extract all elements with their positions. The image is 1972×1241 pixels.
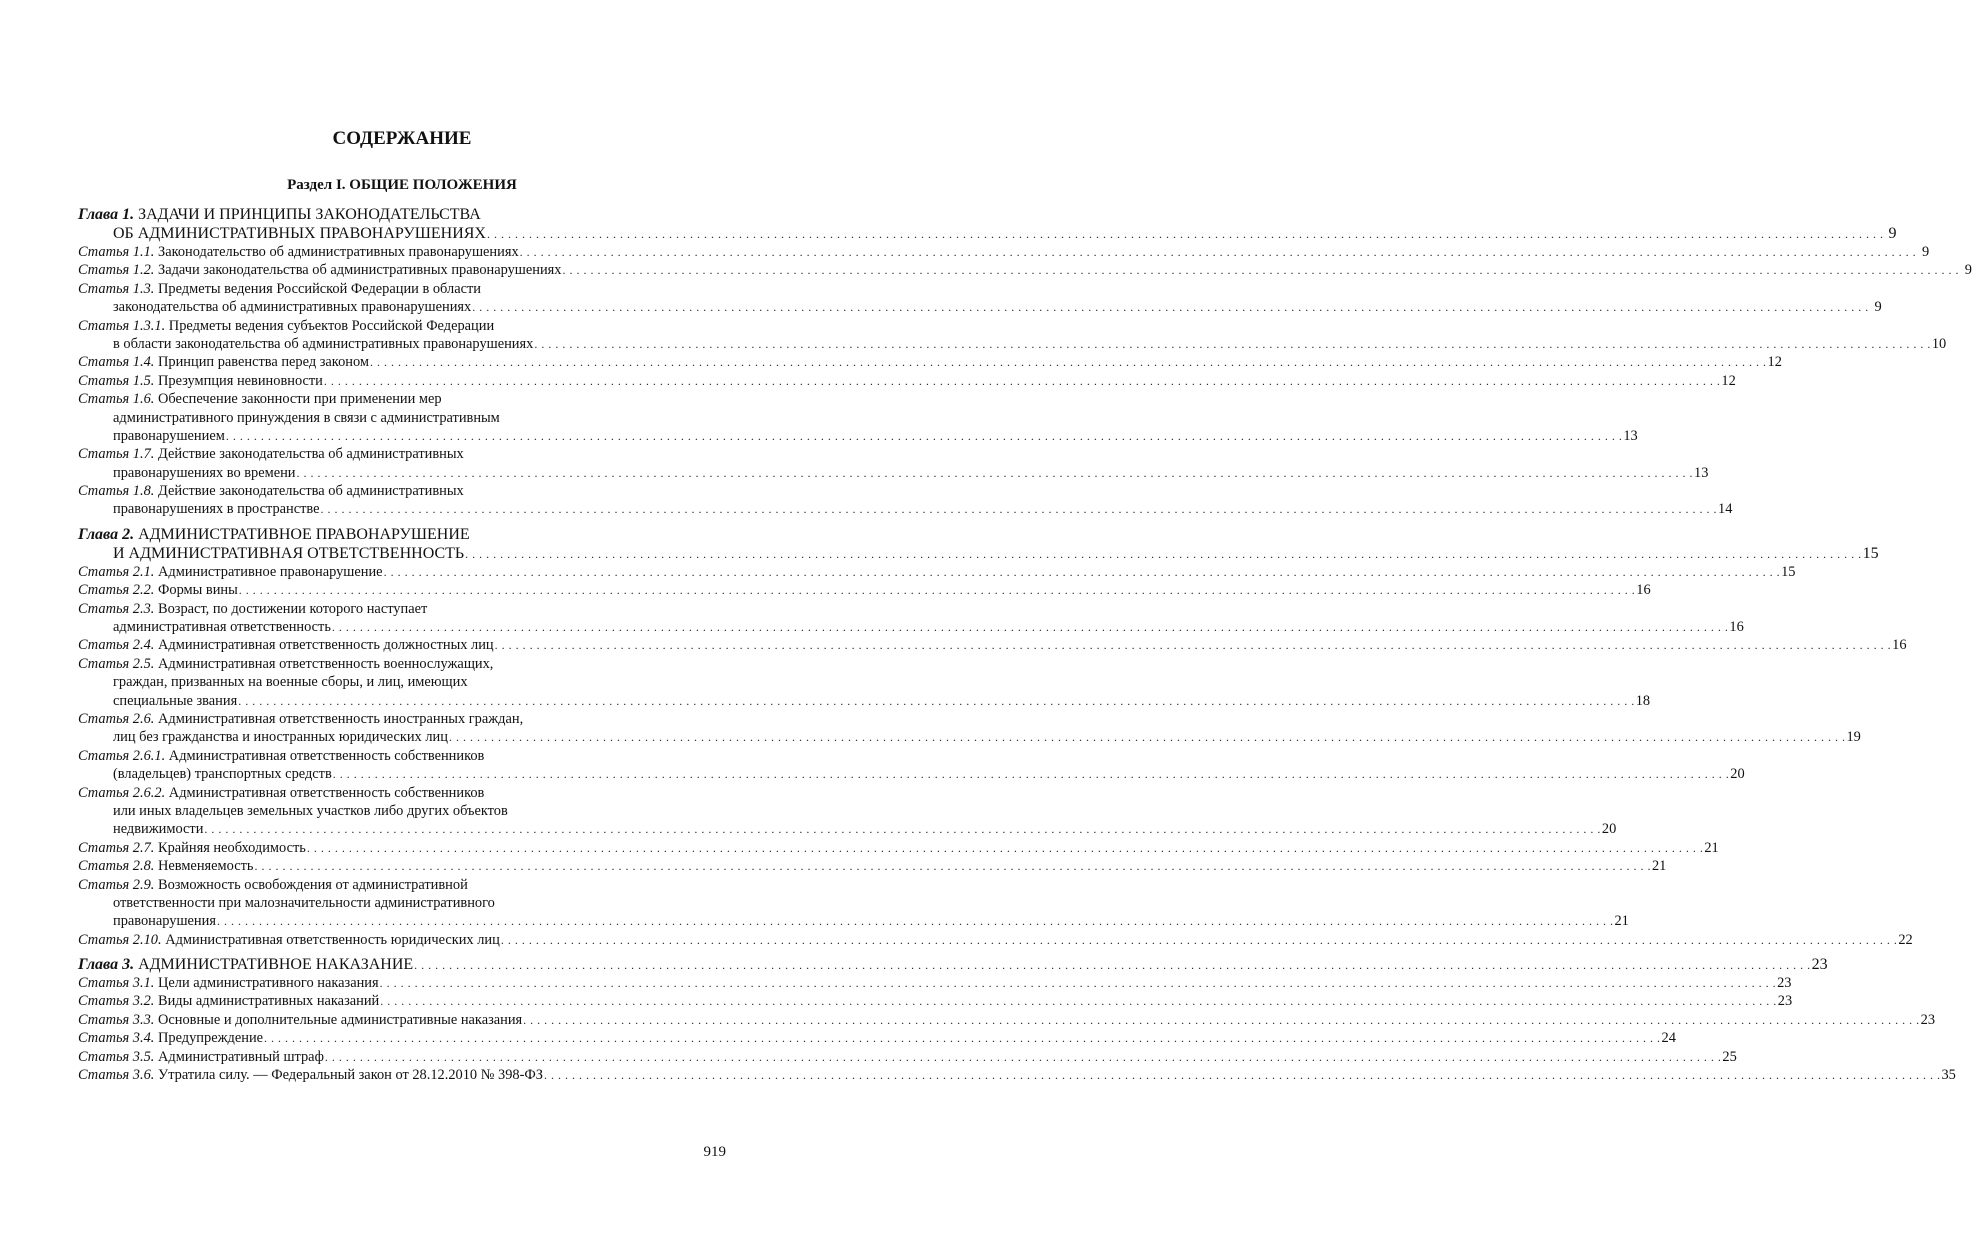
dot-leader: . . . . . . . . . . . . . . . . . . . . . . . . . . . . . . . . . . . . . . . . . . . . . . . . . . . . . . . . . . . . . . . . . . . . . . . . . . . . . . . . . . . . . . . . . . . . . . . . . . . . . . . . . . . . . . . . . . . . . . . . . . . . . . . . . . . . . . . . . . . . . . . . . . . . . . . . . . . . . . . . . . . . . . . . . . . . . . . . . . . . . . . . . . . . . . . . . . . . . . . .: [543, 1068, 1941, 1083]
toc-entry-title: Утратила силу. — Федеральный закон от 28.12.2010 № 398-ФЗ: [158, 1067, 543, 1084]
toc-entry-text: [78, 281, 481, 297]
toc-entry-text: [78, 839, 306, 857]
toc-entry-text: [78, 785, 484, 801]
dot-leader: . . . . . . . . . . . . . . . . . . . . . . . . . . . . . . . . . . . . . . . . . . . . . . . . . . . . . . . . . . . . . . . . . . . . . . . . . . . . . . . . . . . . . . . . . . . . . . . . . . . . . . . . . . . . . . . . . . . . . . . . . . . . . . . . . . . . . . . . . . . . . . . . . . . . . . . . . . . . . . . . . . . . . . . . . . . . . . . . . . . . . . . . . . . . . . . . . . . . . . . .: [448, 730, 1846, 745]
toc-entry-label: Статья 1.8.: [78, 483, 155, 500]
toc-entry-line: [78, 894, 726, 912]
toc-entry-title: административного принуждения в связи с административным: [113, 409, 500, 426]
toc-entry-line: [78, 931, 1913, 949]
toc-entry-label: Статья 2.8.: [78, 858, 155, 875]
toc-entry-line: [78, 618, 1744, 636]
toc-entry-line: [78, 335, 1947, 353]
dot-leader: . . . . . . . . . . . . . . . . . . . . . . . . . . . . . . . . . . . . . . . . . . . . . . . . . . . . . . . . . . . . . . . . . . . . . . . . . . . . . . . . . . . . . . . . . . . . . . . . . . . . . . . . . . . . . . . . . . . . . . . . . . . . . . . . . . . . . . . . . . . . . . . . . . . . . . . . . . . . . . . . . . . . . . . . . . . . . . . . . . . . . . . . . . . . . . . . . . . . . . . .: [383, 564, 1781, 579]
dot-leader: . . . . . . . . . . . . . . . . . . . . . . . . . . . . . . . . . . . . . . . . . . . . . . . . . . . . . . . . . . . . . . . . . . . . . . . . . . . . . . . . . . . . . . . . . . . . . . . . . . . . . . . . . . . . . . . . . . . . . . . . . . . . . . . . . . . . . . . . . . . . . . . . . . . . . . . . . . . . . . . . . . . . . . . . . . . . . . . . . . . . . . . . . . . . . . . . . . . . . . . .: [254, 859, 1651, 874]
toc-entry-text: [78, 581, 238, 599]
dot-leader: . . . . . . . . . . . . . . . . . . . . . . . . . . . . . . . . . . . . . . . . . . . . . . . . . . . . . . . . . . . . . . . . . . . . . . . . . . . . . . . . . . . . . . . . . . . . . . . . . . . . . . . . . . . . . . . . . . . . . . . . . . . . . . . . . . . . . . . . . . . . . . . . . . . . . . . . . . . . . . . . . . . . . . . . . . . . . . . . . . . . . . . . . . . . . . . . . . . . . . . .: [324, 1049, 1722, 1064]
toc-entry-text: [78, 261, 562, 279]
toc-entry-line: [78, 317, 726, 335]
toc-entry-text: [113, 728, 448, 746]
toc-article-entry[interactable]: [78, 317, 1947, 354]
toc-entry-line: [78, 655, 726, 673]
toc-entry-text: [78, 955, 413, 974]
toc-entry-text: [113, 895, 495, 911]
toc-page-number: 23: [1777, 993, 1793, 1010]
toc-article-entry[interactable]: [78, 876, 1629, 931]
toc-article-entry[interactable]: [78, 857, 1667, 875]
dot-leader: . . . . . . . . . . . . . . . . . . . . . . . . . . . . . . . . . . . . . . . . . . . . . . . . . . . . . . . . . . . . . . . . . . . . . . . . . . . . . . . . . . . . . . . . . . . . . . . . . . . . . . . . . . . . . . . . . . . . . . . . . . . . . . . . . . . . . . . . . . . . . . . . . . . . . . . . . . . . . . . . . . . . . . . . . . . . . . . . . . . . . . . . . . . . . . . . . . . . . . . .: [331, 620, 1729, 635]
toc-article-entry[interactable]: [78, 747, 1745, 784]
toc-page-number: 18: [1635, 692, 1651, 709]
toc-entry-text: [113, 820, 203, 838]
toc-entry-line: [78, 372, 1736, 390]
toc-entry-label: Статья 1.1.: [78, 244, 155, 260]
dot-leader: . . . . . . . . . . . . . . . . . . . . . . . . . . . . . . . . . . . . . . . . . . . . . . . . . . . . . . . . . . . . . . . . . . . . . . . . . . . . . . . . . . . . . . . . . . . . . . . . . . . . . . . . . . . . . . . . . . . . . . . . . . . . . . . . . . . . . . . . . . . . . . . . . . . . . . . . . . . . . . . . . . . . . . . . . . . . . . . . . . . . . . . . . . . . . . . . . . . . . . . .: [306, 840, 1704, 855]
toc-page-number: 21: [1651, 858, 1667, 875]
toc-entry-title: Административная ответственность должностных лиц: [158, 637, 494, 654]
toc-entry-text: [78, 1048, 324, 1066]
toc-entry-text: [113, 500, 320, 518]
toc-entry-text: [113, 427, 225, 445]
toc-entry-text: [78, 353, 369, 371]
toc-page-number: 21: [1614, 913, 1629, 930]
dot-leader: . . . . . . . . . . . . . . . . . . . . . . . . . . . . . . . . . . . . . . . . . . . . . . . . . . . . . . . . . . . . . . . . . . . . . . . . . . . . . . . . . . . . . . . . . . . . . . . . . . . . . . . . . . . . . . . . . . . . . . . . . . . . . . . . . . . . . . . . . . . . . . . . . . . . . . . . . . . . . . . . . . . . . . . . . . . . . . . . . . . . . . . . . . . . . . . . . . . . . . . .: [519, 245, 1917, 259]
toc-entry-title: Административная ответственность иностранных граждан,: [158, 710, 524, 727]
toc-page-number: 20: [1601, 821, 1617, 838]
toc-chapter-entry[interactable]: [78, 955, 1828, 974]
toc-entry-line: [78, 802, 726, 820]
toc-entry-text: [78, 931, 500, 949]
toc-entry-line: [78, 243, 1930, 261]
toc-entry-text: [78, 243, 519, 261]
section-heading: Раздел I. ОБЩИЕ ПОЛОЖЕНИЯ: [287, 177, 517, 193]
toc-article-entry[interactable]: [78, 1048, 1737, 1066]
toc-page-number: 12: [1767, 354, 1782, 371]
toc-entry-line: [78, 482, 726, 500]
toc-article-entry[interactable]: [78, 655, 1651, 710]
toc-entry-line: [78, 500, 1733, 518]
toc-entry-title: Административная ответственность собственников: [168, 747, 485, 764]
toc-chapter-entry[interactable]: [78, 525, 1879, 563]
toc-entry-line: [78, 1066, 1956, 1084]
toc-entry-text: [113, 674, 468, 690]
toc-entry-line: [78, 205, 726, 224]
toc-entry-title: Административная ответственность собственников: [168, 784, 485, 801]
toc-entry-line: [78, 525, 726, 544]
toc-entry-text: [78, 601, 427, 617]
toc-entry-title: граждан, призванных на военные сборы, и лиц, имеющих: [113, 674, 468, 691]
dot-leader: . . . . . . . . . . . . . . . . . . . . . . . . . . . . . . . . . . . . . . . . . . . . . . . . . . . . . . . . . . . . . . . . . . . . . . . . . . . . . . . . . . . . . . . . . . . . . . . . . . . . . . . . . . . . . . . . . . . . . . . . . . . . . . . . . . . . . . . . . . . . . . . . . . . . . . . . . . . . . . . . . . . . . . . . . . . . . . . . . . . . . . . . . . . . . . . . . . . . . . . .: [320, 502, 1718, 517]
toc-page-number: 13: [1623, 427, 1638, 444]
toc-article-entry[interactable]: [78, 931, 1913, 949]
toc-page-number: 9: [1964, 262, 1972, 279]
toc-article-entry[interactable]: [78, 1011, 1936, 1029]
toc-entry-text: [113, 544, 464, 563]
toc-entry-line: [78, 1011, 1936, 1029]
toc-entry-text: [78, 446, 464, 462]
dot-leader: . . . . . . . . . . . . . . . . . . . . . . . . . . . . . . . . . . . . . . . . . . . . . . . . . . . . . . . . . . . . . . . . . . . . . . . . . . . . . . . . . . . . . . . . . . . . . . . . . . . . . . . . . . . . . . . . . . . . . . . . . . . . . . . . . . . . . . . . . . . . . . . . . . . . . . . . . . . . . . . . . . . . . . . . . . . . . . . . . . . . . . . . . . . . . . . . . . . . . . . .: [264, 1031, 1661, 1046]
toc-page-number: 19: [1846, 729, 1861, 746]
toc-page-number: 10: [1931, 335, 1947, 352]
toc-entry-text: [78, 711, 523, 727]
toc-article-entry[interactable]: [78, 445, 1709, 482]
toc-entry-title: Законодательство об административных правонарушениях: [158, 244, 519, 260]
toc-entry-line: [78, 710, 726, 728]
toc-entry-text: [113, 803, 508, 819]
toc-entry-title: Возможность освобождения от административной: [158, 876, 468, 893]
toc-entry-label: Статья 3.5.: [78, 1048, 155, 1065]
toc-entry-title: АДМИНИСТРАТИВНОЕ НАКАЗАНИЕ: [138, 956, 414, 974]
dot-leader: . . . . . . . . . . . . . . . . . . . . . . . . . . . . . . . . . . . . . . . . . . . . . . . . . . . . . . . . . . . . . . . . . . . . . . . . . . . . . . . . . . . . . . . . . . . . . . . . . . . . . . . . . . . . . . . . . . . . . . . . . . . . . . . . . . . . . . . . . . . . . . . . . . . . . . . . . . . . . . . . . . . . . . . . . . . . . . . . . . . . . . . . . . . . . . . . . . . . . . . .: [465, 546, 1862, 561]
toc-entry-line: [78, 820, 1617, 838]
toc-article-entry[interactable]: [78, 784, 1617, 839]
toc-article-entry[interactable]: [78, 372, 1736, 390]
toc-article-entry[interactable]: [78, 710, 1861, 747]
toc-page-number: 16: [1636, 582, 1651, 599]
toc-entry-label: Статья 1.7.: [78, 446, 155, 463]
toc-entry-label: Статья 2.6.: [78, 710, 155, 727]
toc-entry-title: правонарушения: [113, 913, 216, 930]
toc-entry-title: Задачи законодательства об административных правонарушениях: [158, 262, 562, 279]
toc-entry-title: Административный штраф: [158, 1048, 324, 1065]
toc-entry-text: [113, 410, 500, 426]
toc-article-entry[interactable]: [78, 992, 1793, 1010]
dot-leader: . . . . . . . . . . . . . . . . . . . . . . . . . . . . . . . . . . . . . . . . . . . . . . . . . . . . . . . . . . . . . . . . . . . . . . . . . . . . . . . . . . . . . . . . . . . . . . . . . . . . . . . . . . . . . . . . . . . . . . . . . . . . . . . . . . . . . . . . . . . . . . . . . . . . . . . . . . . . . . . . . . . . . . . . . . . . . . . . . . . . . . . . . . . . . . . . . . . . . . . .: [472, 300, 1869, 315]
dot-leader: . . . . . . . . . . . . . . . . . . . . . . . . . . . . . . . . . . . . . . . . . . . . . . . . . . . . . . . . . . . . . . . . . . . . . . . . . . . . . . . . . . . . . . . . . . . . . . . . . . . . . . . . . . . . . . . . . . . . . . . . . . . . . . . . . . . . . . . . . . . . . . . . . . . . . . . . . . . . . . . . . . . . . . . . . . . . . . . . . . . . . . . . . . . . . . . . . . . . . . . .: [225, 428, 1623, 443]
toc-article-entry[interactable]: [78, 839, 1719, 857]
toc-entry-title: Основные и дополнительные административные наказания: [158, 1011, 523, 1028]
toc-page-number: 23: [1811, 956, 1828, 974]
toc-article-entry[interactable]: [78, 563, 1796, 581]
toc-page-number: 24: [1661, 1030, 1676, 1047]
toc-article-entry[interactable]: [78, 600, 1744, 637]
toc-entry-line: [78, 955, 1828, 974]
toc-page-number: 13: [1694, 464, 1709, 481]
toc-entry-title: правонарушениях в пространстве: [113, 501, 320, 518]
toc-entry-line: [78, 1048, 1737, 1066]
table-of-contents: [78, 205, 1972, 1084]
toc-entry-text: [78, 1011, 522, 1029]
toc-entry-text: [113, 464, 296, 482]
toc-entry-text: [113, 692, 237, 710]
toc-entry-label: Статья 3.4.: [78, 1030, 155, 1047]
toc-entry-line: [78, 464, 1709, 482]
toc-article-entry[interactable]: [78, 1029, 1676, 1047]
toc-article-entry[interactable]: [78, 280, 1882, 317]
dot-leader: . . . . . . . . . . . . . . . . . . . . . . . . . . . . . . . . . . . . . . . . . . . . . . . . . . . . . . . . . . . . . . . . . . . . . . . . . . . . . . . . . . . . . . . . . . . . . . . . . . . . . . . . . . . . . . . . . . . . . . . . . . . . . . . . . . . . . . . . . . . . . . . . . . . . . . . . . . . . . . . . . . . . . . . . . . . . . . . . . . . . . . . . . . . . . . . . . . . . . . . .: [523, 1012, 1920, 1027]
toc-entry-title: законодательства об административных правонарушениях: [113, 299, 472, 316]
toc-entry-title: Презумпция невиновности: [158, 372, 323, 389]
toc-entry-title: Невменяемость: [158, 858, 254, 875]
toc-entry-text: [113, 912, 216, 930]
toc-entry-text: [113, 224, 486, 243]
toc-entry-text: [78, 1029, 263, 1047]
toc-entry-line: [78, 692, 1651, 710]
toc-article-entry[interactable]: [78, 261, 1972, 279]
toc-entry-title: в области законодательства об административных правонарушениях: [113, 335, 534, 352]
toc-page-number: 23: [1777, 975, 1792, 992]
toc-entry-label: Статья 1.5.: [78, 372, 155, 389]
dot-leader: . . . . . . . . . . . . . . . . . . . . . . . . . . . . . . . . . . . . . . . . . . . . . . . . . . . . . . . . . . . . . . . . . . . . . . . . . . . . . . . . . . . . . . . . . . . . . . . . . . . . . . . . . . . . . . . . . . . . . . . . . . . . . . . . . . . . . . . . . . . . . . . . . . . . . . . . . . . . . . . . . . . . . . . . . . . . . . . . . . . . . . . . . . . . . . . . . . . . . . . .: [500, 932, 1898, 947]
toc-entry-text: [78, 526, 470, 543]
toc-entry-title: правонарушением: [113, 427, 225, 444]
toc-entry-line: [78, 544, 1879, 563]
toc-entry-line: [78, 673, 726, 691]
toc-entry-title: Административная ответственность военнослужащих,: [158, 655, 494, 672]
toc-article-entry[interactable]: [78, 581, 1651, 599]
toc-entry-text: [78, 636, 494, 654]
toc-entry-title: И АДМИНИСТРАТИВНАЯ ОТВЕТСТВЕННОСТЬ: [113, 544, 465, 562]
toc-entry-line: [78, 390, 726, 408]
toc-entry-text: [78, 372, 323, 390]
toc-entry-title: ОБ АДМИНИСТРАТИВНЫХ ПРАВОНАРУШЕНИЯХ: [113, 225, 486, 242]
dot-leader: . . . . . . . . . . . . . . . . . . . . . . . . . . . . . . . . . . . . . . . . . . . . . . . . . . . . . . . . . . . . . . . . . . . . . . . . . . . . . . . . . . . . . . . . . . . . . . . . . . . . . . . . . . . . . . . . . . . . . . . . . . . . . . . . . . . . . . . . . . . . . . . . . . . . . . . . . . . . . . . . . . . . . . . . . . . . . . . . . . . . . . . . . . . . . . . . . . . . . . . .: [332, 767, 1730, 782]
toc-entry-label: Статья 2.2.: [78, 582, 155, 599]
toc-entry-label: Статья 3.6.: [78, 1067, 155, 1084]
toc-page-number: 25: [1722, 1048, 1737, 1065]
dot-leader: . . . . . . . . . . . . . . . . . . . . . . . . . . . . . . . . . . . . . . . . . . . . . . . . . . . . . . . . . . . . . . . . . . . . . . . . . . . . . . . . . . . . . . . . . . . . . . . . . . . . . . . . . . . . . . . . . . . . . . . . . . . . . . . . . . . . . . . . . . . . . . . . . . . . . . . . . . . . . . . . . . . . . . . . . . . . . . . . . . . . . . . . . . . . . . . . . . . . . . . .: [379, 976, 1777, 991]
toc-entry-title: Цели административного наказания: [158, 975, 379, 992]
toc-entry-line: [78, 857, 1667, 875]
toc-entry-title: Действие законодательства об административных: [158, 446, 464, 463]
toc-entry-title: лиц без гражданства и иностранных юридических лиц: [113, 729, 448, 746]
toc-entry-line: [78, 445, 726, 463]
toc-entry-label: Статья 3.1.: [78, 975, 155, 992]
toc-entry-title: ЗАДАЧИ И ПРИНЦИПЫ ЗАКОНОДАТЕЛЬСТВА: [138, 206, 481, 223]
toc-entry-text: [78, 391, 442, 407]
toc-entry-line: [78, 636, 1907, 654]
toc-entry-line: [78, 765, 1745, 783]
toc-entry-line: [78, 563, 1796, 581]
toc-entry-label: Статья 2.9.: [78, 876, 155, 893]
toc-entry-title: Предметы ведения Российской Федерации в области: [158, 280, 481, 297]
toc-entry-label: Статья 1.6.: [78, 391, 155, 408]
toc-entry-text: [78, 877, 468, 893]
toc-entry-title: административная ответственность: [113, 619, 331, 636]
toc-article-entry[interactable]: [78, 636, 1907, 654]
toc-entry-line: [78, 261, 1972, 279]
toc-entry-title: Административная ответственность юридических лиц: [165, 931, 500, 948]
toc-entry-title: Принцип равенства перед законом: [158, 354, 369, 371]
toc-page-number: 15: [1781, 563, 1796, 580]
toc-entry-line: [78, 747, 726, 765]
toc-entry-title: Предметы ведения субъектов Российской Федерации: [168, 317, 495, 334]
toc-entry-text: [78, 992, 379, 1010]
toc-article-entry[interactable]: [78, 482, 1733, 519]
toc-entry-text: [113, 765, 332, 783]
toc-page-number: 16: [1729, 619, 1744, 636]
toc-entry-title: Формы вины: [158, 582, 238, 599]
toc-entry-text: [78, 318, 494, 334]
toc-page-number: 21: [1704, 839, 1719, 856]
toc-entry-title: правонарушениях во времени: [113, 464, 296, 481]
toc-page-number: 9: [1874, 299, 1882, 316]
toc-article-entry[interactable]: [78, 243, 1930, 261]
dot-leader: . . . . . . . . . . . . . . . . . . . . . . . . . . . . . . . . . . . . . . . . . . . . . . . . . . . . . . . . . . . . . . . . . . . . . . . . . . . . . . . . . . . . . . . . . . . . . . . . . . . . . . . . . . . . . . . . . . . . . . . . . . . . . . . . . . . . . . . . . . . . . . . . . . . . . . . . . . . . . . . . . . . . . . . . . . . . . . . . . . . . . . . . . . . . . . . . . . . . . . . .: [486, 227, 1884, 241]
toc-entry-label: Статья 2.6.2.: [78, 784, 166, 801]
toc-entry-title: Возраст, по достижении которого наступает: [158, 600, 428, 617]
dot-leader: . . . . . . . . . . . . . . . . . . . . . . . . . . . . . . . . . . . . . . . . . . . . . . . . . . . . . . . . . . . . . . . . . . . . . . . . . . . . . . . . . . . . . . . . . . . . . . . . . . . . . . . . . . . . . . . . . . . . . . . . . . . . . . . . . . . . . . . . . . . . . . . . . . . . . . . . . . . . . . . . . . . . . . . . . . . . . . . . . . . . . . . . . . . . . . . . . . . . . . . .: [494, 638, 1892, 653]
toc-entry-label: Статья 2.1.: [78, 563, 155, 580]
toc-entry-label: Статья 3.3.: [78, 1011, 155, 1028]
toc-entry-title: или иных владельцев земельных участков либо других объектов: [113, 802, 508, 819]
dot-leader: . . . . . . . . . . . . . . . . . . . . . . . . . . . . . . . . . . . . . . . . . . . . . . . . . . . . . . . . . . . . . . . . . . . . . . . . . . . . . . . . . . . . . . . . . . . . . . . . . . . . . . . . . . . . . . . . . . . . . . . . . . . . . . . . . . . . . . . . . . . . . . . . . . . . . . . . . . . . . . . . . . . . . . . . . . . . . . . . . . . . . . . . . . . . . . . . . . . . . . . .: [323, 373, 1721, 388]
toc-article-entry[interactable]: [78, 1066, 1956, 1084]
toc-entry-label: Статья 3.2.: [78, 993, 155, 1010]
toc-entry-text: [78, 656, 493, 672]
toc-entry-text: [113, 335, 533, 353]
toc-entry-line: [78, 912, 1629, 930]
dot-leader: . . . . . . . . . . . . . . . . . . . . . . . . . . . . . . . . . . . . . . . . . . . . . . . . . . . . . . . . . . . . . . . . . . . . . . . . . . . . . . . . . . . . . . . . . . . . . . . . . . . . . . . . . . . . . . . . . . . . . . . . . . . . . . . . . . . . . . . . . . . . . . . . . . . . . . . . . . . . . . . . . . . . . . . . . . . . . . . . . . . . . . . . . . . . . . . . . . . . . . . .: [414, 958, 1811, 973]
toc-entry-label: Статья 2.6.1.: [78, 747, 166, 764]
dot-leader: . . . . . . . . . . . . . . . . . . . . . . . . . . . . . . . . . . . . . . . . . . . . . . . . . . . . . . . . . . . . . . . . . . . . . . . . . . . . . . . . . . . . . . . . . . . . . . . . . . . . . . . . . . . . . . . . . . . . . . . . . . . . . . . . . . . . . . . . . . . . . . . . . . . . . . . . . . . . . . . . . . . . . . . . . . . . . . . . . . . . . . . . . . . . . . . . . . . . . . . .: [204, 822, 1601, 837]
toc-entry-text: [78, 974, 379, 992]
toc-chapter-entry[interactable]: [78, 205, 1897, 243]
toc-entry-label: Статья 1.3.1.: [78, 317, 166, 334]
toc-entry-line: [78, 974, 1792, 992]
toc-page-number: 9: [1921, 244, 1930, 260]
toc-entry-title: Крайняя необходимость: [158, 839, 306, 856]
document-page: [78, 0, 1972, 1241]
toc-page-number: 22: [1898, 931, 1913, 948]
toc-article-entry[interactable]: [78, 974, 1792, 992]
toc-entry-line: [78, 409, 726, 427]
toc-entry-title: ответственности при малозначительности административного: [113, 894, 495, 911]
toc-entry-title: специальные звания: [113, 692, 238, 709]
toc-entry-line: [78, 353, 1782, 371]
toc-page-number: 15: [1862, 544, 1879, 562]
toc-article-entry[interactable]: [78, 390, 1638, 445]
toc-entry-text: [78, 563, 383, 581]
toc-article-entry[interactable]: [78, 353, 1782, 371]
toc-entry-line: [78, 581, 1651, 599]
toc-entry-title: (владельцев) транспортных средств: [113, 766, 332, 783]
toc-entry-title: недвижимости: [113, 821, 204, 838]
toc-entry-text: [78, 206, 481, 223]
toc-entry-line: [78, 728, 1861, 746]
dot-leader: . . . . . . . . . . . . . . . . . . . . . . . . . . . . . . . . . . . . . . . . . . . . . . . . . . . . . . . . . . . . . . . . . . . . . . . . . . . . . . . . . . . . . . . . . . . . . . . . . . . . . . . . . . . . . . . . . . . . . . . . . . . . . . . . . . . . . . . . . . . . . . . . . . . . . . . . . . . . . . . . . . . . . . . . . . . . . . . . . . . . . . . . . . . . . . . . . . . . . . . .: [296, 465, 1694, 480]
toc-entry-title: АДМИНИСТРАТИВНОЕ ПРАВОНАРУШЕНИЕ: [138, 525, 470, 543]
toc-entry-label: Глава 3.: [78, 956, 135, 974]
page-title: СОДЕРЖАНИЕ: [332, 128, 472, 149]
toc-entry-label: Статья 2.5.: [78, 655, 155, 672]
toc-entry-title: Виды административных наказаний: [158, 993, 380, 1010]
toc-entry-line: [78, 298, 1882, 316]
toc-page-number: 12: [1721, 372, 1736, 389]
toc-entry-text: [78, 748, 484, 764]
toc-entry-label: Глава 1.: [78, 206, 135, 223]
dot-leader: . . . . . . . . . . . . . . . . . . . . . . . . . . . . . . . . . . . . . . . . . . . . . . . . . . . . . . . . . . . . . . . . . . . . . . . . . . . . . . . . . . . . . . . . . . . . . . . . . . . . . . . . . . . . . . . . . . . . . . . . . . . . . . . . . . . . . . . . . . . . . . . . . . . . . . . . . . . . . . . . . . . . . . . . . . . . . . . . . . . . . . . . . . . . . . . . . . . . . . . .: [562, 263, 1959, 278]
toc-entry-label: Статья 1.2.: [78, 262, 155, 279]
toc-entry-title: Административное правонарушение: [158, 563, 383, 580]
toc-entry-line: [78, 600, 726, 618]
toc-entry-label: Статья 2.7.: [78, 839, 155, 856]
toc-entry-label: Статья 1.3.: [78, 280, 155, 297]
toc-entry-line: [78, 992, 1793, 1010]
page-number: 919: [703, 1144, 726, 1160]
toc-page-number: 14: [1718, 501, 1733, 518]
dot-leader: . . . . . . . . . . . . . . . . . . . . . . . . . . . . . . . . . . . . . . . . . . . . . . . . . . . . . . . . . . . . . . . . . . . . . . . . . . . . . . . . . . . . . . . . . . . . . . . . . . . . . . . . . . . . . . . . . . . . . . . . . . . . . . . . . . . . . . . . . . . . . . . . . . . . . . . . . . . . . . . . . . . . . . . . . . . . . . . . . . . . . . . . . . . . . . . . . . . . . . . .: [216, 914, 1614, 929]
toc-entry-label: Статья 2.10.: [78, 931, 162, 948]
toc-page-number: 35: [1941, 1067, 1956, 1084]
toc-entry-text: [78, 483, 464, 499]
toc-entry-line: [78, 224, 1897, 243]
dot-leader: . . . . . . . . . . . . . . . . . . . . . . . . . . . . . . . . . . . . . . . . . . . . . . . . . . . . . . . . . . . . . . . . . . . . . . . . . . . . . . . . . . . . . . . . . . . . . . . . . . . . . . . . . . . . . . . . . . . . . . . . . . . . . . . . . . . . . . . . . . . . . . . . . . . . . . . . . . . . . . . . . . . . . . . . . . . . . . . . . . . . . . . . . . . . . . . . . . . . . . . .: [370, 355, 1767, 370]
toc-entry-text: [113, 618, 331, 636]
toc-entry-title: Обеспечение законности при применении мер: [158, 391, 442, 408]
dot-leader: . . . . . . . . . . . . . . . . . . . . . . . . . . . . . . . . . . . . . . . . . . . . . . . . . . . . . . . . . . . . . . . . . . . . . . . . . . . . . . . . . . . . . . . . . . . . . . . . . . . . . . . . . . . . . . . . . . . . . . . . . . . . . . . . . . . . . . . . . . . . . . . . . . . . . . . . . . . . . . . . . . . . . . . . . . . . . . . . . . . . . . . . . . . . . . . . . . . . . . . .: [380, 994, 1777, 1009]
toc-entry-label: Статья 2.3.: [78, 600, 155, 617]
toc-entry-title: Предупреждение: [158, 1030, 264, 1047]
dot-leader: . . . . . . . . . . . . . . . . . . . . . . . . . . . . . . . . . . . . . . . . . . . . . . . . . . . . . . . . . . . . . . . . . . . . . . . . . . . . . . . . . . . . . . . . . . . . . . . . . . . . . . . . . . . . . . . . . . . . . . . . . . . . . . . . . . . . . . . . . . . . . . . . . . . . . . . . . . . . . . . . . . . . . . . . . . . . . . . . . . . . . . . . . . . . . . . . . . . . . . . .: [534, 336, 1931, 351]
toc-entry-line: [78, 1029, 1676, 1047]
toc-entry-label: Статья 2.4.: [78, 637, 155, 654]
toc-page-number: 20: [1730, 766, 1745, 783]
toc-page-number: 16: [1892, 637, 1907, 654]
toc-entry-label: Статья 1.4.: [78, 354, 155, 371]
toc-entry-label: Глава 2.: [78, 525, 135, 543]
dot-leader: . . . . . . . . . . . . . . . . . . . . . . . . . . . . . . . . . . . . . . . . . . . . . . . . . . . . . . . . . . . . . . . . . . . . . . . . . . . . . . . . . . . . . . . . . . . . . . . . . . . . . . . . . . . . . . . . . . . . . . . . . . . . . . . . . . . . . . . . . . . . . . . . . . . . . . . . . . . . . . . . . . . . . . . . . . . . . . . . . . . . . . . . . . . . . . . . . . . . . . . .: [238, 583, 1636, 598]
dot-leader: . . . . . . . . . . . . . . . . . . . . . . . . . . . . . . . . . . . . . . . . . . . . . . . . . . . . . . . . . . . . . . . . . . . . . . . . . . . . . . . . . . . . . . . . . . . . . . . . . . . . . . . . . . . . . . . . . . . . . . . . . . . . . . . . . . . . . . . . . . . . . . . . . . . . . . . . . . . . . . . . . . . . . . . . . . . . . . . . . . . . . . . . . . . . . . . . . . . . . . . .: [238, 693, 1635, 708]
toc-page-number: 9: [1888, 225, 1897, 242]
toc-entry-title: Действие законодательства об административных: [158, 483, 464, 500]
toc-entry-text: [113, 298, 471, 316]
toc-entry-line: [78, 876, 726, 894]
toc-entry-line: [78, 839, 1719, 857]
toc-entry-line: [78, 784, 726, 802]
toc-entry-line: [78, 427, 1638, 445]
toc-entry-text: [78, 1066, 543, 1084]
toc-entry-line: [78, 280, 726, 298]
toc-page-number: 23: [1920, 1011, 1936, 1028]
toc-entry-text: [78, 857, 253, 875]
